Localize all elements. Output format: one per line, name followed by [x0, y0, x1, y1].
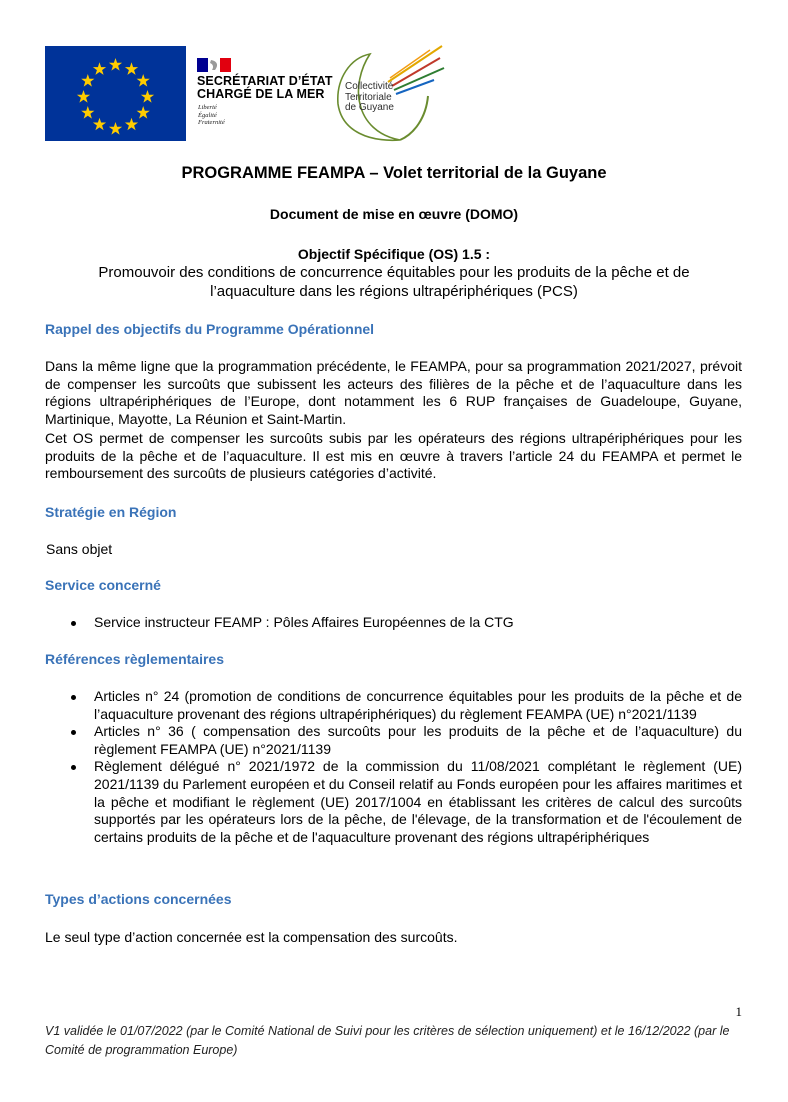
devise	[198, 104, 225, 127]
os-title: Objectif Spécifique (OS) 1.5 :	[297, 246, 491, 262]
list-item: Articles n° 36 ( compensation des surcoûts pour les produits de la pêche et de l’aquaculture) du règlement FEAMPA (UE) n°2021/1139	[64, 723, 742, 758]
rappel-paragraph-1: Dans la même ligne que la programmation précédente, le FEAMPA, pour sa programmation 2021/2027, prévoit de compenser les surcoûts que subissent les acteurs des filières de la pêche et de l’aquaculture dans les régions ultrapériphériques de l’Europe, dont notamment les 6 RUP françaises de Guadeloupe, Guyane, Martinique, Mayotte, La Réunion et Saint-Martin.	[45, 358, 742, 427]
list-item: Articles n° 24 (promotion de conditions de concurrence équitables pour les produits de la pêche et de l’aquaculture provenant des régions ultrapériphériques) du règlement FEAMPA (UE) n°2021/1139	[64, 688, 742, 723]
ctg-line-2: Territoriale	[345, 91, 392, 103]
devise-egalite: Égalité	[198, 111, 217, 119]
secretariat-label	[197, 75, 333, 101]
eu-stars-icon	[45, 46, 186, 141]
section-heading-references: Références règlementaires	[45, 651, 224, 667]
secretariat-line-1: SECRÉTARIAT D’ÉTAT	[197, 74, 333, 88]
ctg-line-3: de Guyane	[345, 102, 394, 113]
section-heading-rappel: Rappel des objectifs du Programme Opérationnel	[45, 321, 375, 337]
references-list	[64, 688, 742, 846]
page-number: 1	[735, 1004, 742, 1019]
service-list	[64, 614, 742, 632]
devise-fraternite: Fraternité	[198, 119, 225, 126]
footer-note: V1 validée le 01/07/2022 (par le Comité National de Suivi pour les critères de sélection uniquement) et le 16/12/2022 (par le Comité de programmation Europe)	[45, 1024, 730, 1057]
list-item: Service instructeur FEAMP : Pôles Affaires Européennes de la CTG	[64, 614, 742, 632]
list-item: Règlement délégué n° 2021/1972 de la commission du 11/08/2021 complétant le règlement (UE) 2021/1139 du Parlement européen et du Conseil relatif au Fonds européen pour les affaires maritimes et la pêche et modifiant le règlement (UE) 2017/1004 en établissant les critères de calcul des surcoûts supportés par les opérateurs lors de la pêche, de l'élevage, de la transformation et de l'écoulement de certains produits de la pêche et de l'aquaculture provenant des régions ultrapériphériques	[64, 758, 742, 846]
devise-liberte: Liberté	[198, 104, 217, 111]
strategie-text: Sans objet	[46, 541, 113, 557]
os-description-line-2: l’aquaculture dans les régions ultrapériphériques (PCS)	[210, 283, 578, 300]
os-description	[0, 263, 788, 301]
eu-flag-logo	[45, 46, 186, 141]
os-description-line-1: Promouvoir des conditions de concurrence équitables pour les produits de la pêche et de	[98, 264, 690, 281]
marianne-logo-icon	[197, 58, 231, 72]
ctg-line-1: Collectivité	[345, 81, 394, 92]
section-heading-service: Service concerné	[45, 577, 161, 593]
document-subtitle: Document de mise en œuvre (DOMO)	[269, 206, 519, 222]
section-heading-strategie: Stratégie en Région	[45, 504, 177, 520]
section-heading-types: Types d’actions concernées	[45, 891, 232, 907]
rappel-paragraph-2: Cet OS permet de compenser les surcoûts subis par les opérateurs des régions ultrapériphériques pour les produits de la pêche et de l’aquaculture. Il est mis en œuvre à travers l’article 24 du FEAMPA et permet le remboursement des surcoûts de plusieurs catégories d’activité.	[45, 430, 742, 482]
secretariat-line-2: CHARGÉ DE LA MER	[197, 87, 325, 101]
types-text: Le seul type d’action concernée est la compensation des surcoûts.	[45, 929, 458, 945]
document-title: PROGRAMME FEAMPA – Volet territorial de la Guyane	[181, 164, 607, 182]
ctg-label	[345, 82, 394, 114]
